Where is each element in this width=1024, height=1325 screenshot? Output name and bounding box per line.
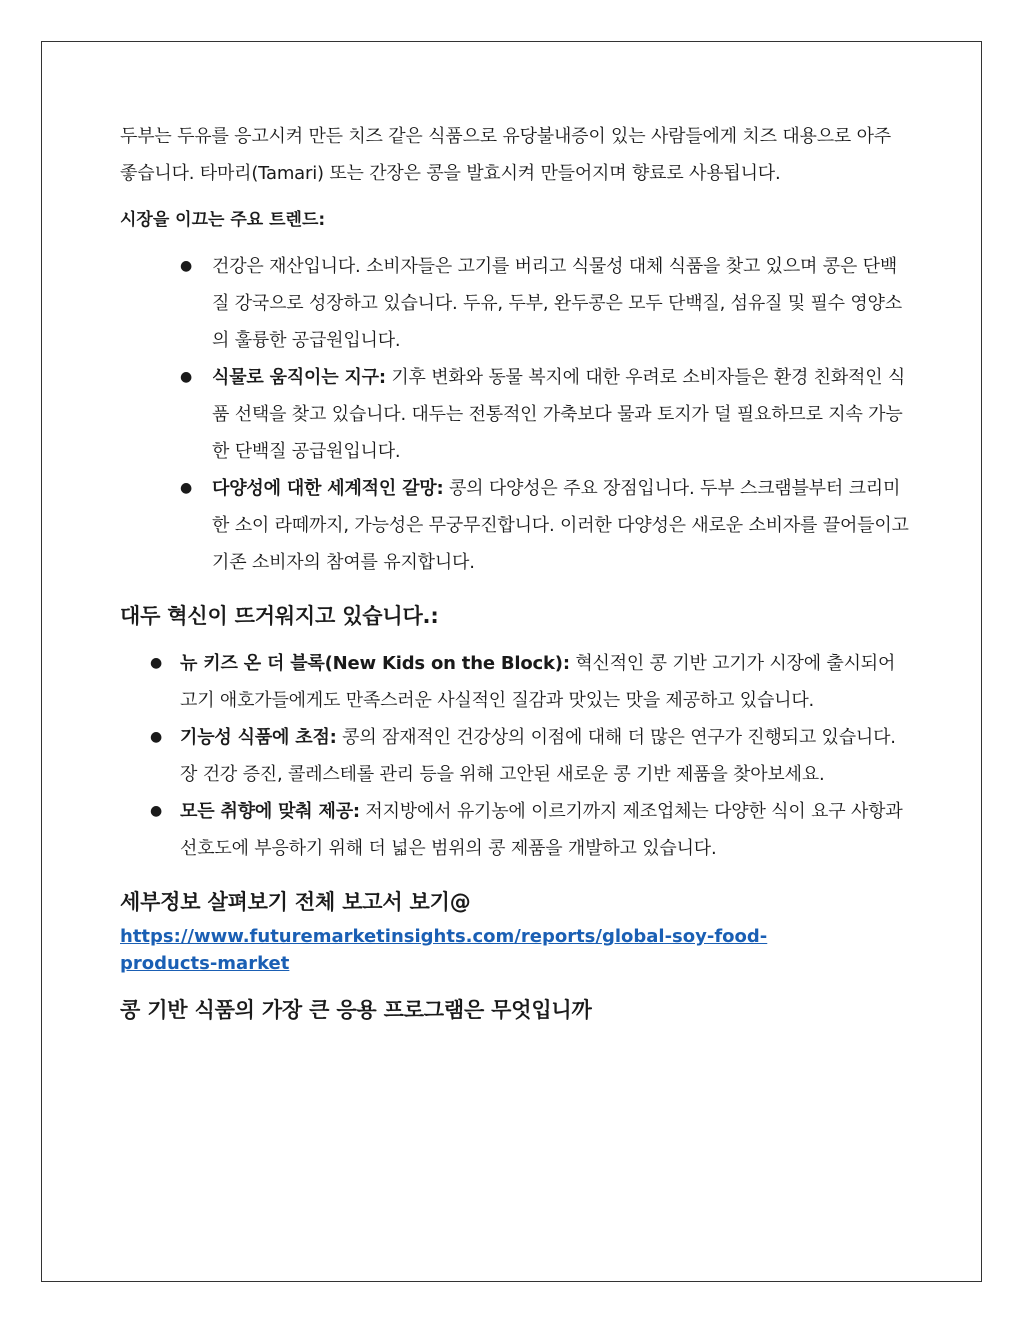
list-item-text: 혁신적인 콩 기반 고기가 시장에 출시되어 고기 애호가들에게도 만족스러운 사실적인 질감과 맛있는 맛을 제공하고 있습니다. [180, 653, 896, 711]
list-item-text: 저지방에서 유기농에 이르기까지 제조업체는 다양한 식이 요구 사항과 선호도에 부응하기 위해 더 넓은 범위의 콩 제품을 개발하고 있습니다. [180, 801, 903, 859]
list-item [120, 470, 910, 581]
list-item-text: 건강은 재산입니다. 소비자들은 고기를 버리고 식물성 대체 식품을 찾고 있으며 콩은 단백질 강국으로 성장하고 있습니다. 두유, 두부, 완두콩은 모두 단백질, 섬유질 및 필수 영양소의 훌륭한 공급원입니다. [212, 256, 902, 351]
bullet-icon: ● [180, 258, 193, 274]
innovation-list [120, 645, 910, 867]
list-item-label: 식물로 움직이는 지구: [212, 367, 386, 388]
bullet-icon: ● [150, 729, 163, 745]
trends-list [120, 248, 910, 581]
list-item [120, 719, 910, 793]
bullet-icon: ● [150, 655, 163, 671]
intro-paragraph: 두부는 두유를 응고시켜 만든 치즈 같은 식품으로 유당불내증이 있는 사람들에게 치즈 대용으로 아주 좋습니다. 타마리(Tamari) 또는 간장은 콩을 발효시켜 만들어지며 향료로 사용됩니다. [120, 126, 891, 184]
innovation-heading: 대두 혁신이 뜨거워지고 있습니다.: [120, 604, 439, 628]
list-item [120, 359, 910, 470]
bullet-icon: ● [180, 369, 193, 385]
list-item [120, 248, 910, 359]
list-item-text: 기후 변화와 동물 복지에 대한 우려로 소비자들은 환경 친화적인 식품 선택을 찾고 있습니다. 대두는 전통적인 가축보다 물과 토지가 덜 필요하므로 지속 가능한 단백질 공급원입니다. [212, 367, 906, 462]
bullet-icon: ● [150, 803, 163, 819]
question-heading: 콩 기반 식품의 가장 큰 응용 프로그램은 무엇입니까 [120, 998, 592, 1022]
trends-heading: 시장을 이끄는 주요 트렌드: [120, 210, 326, 230]
list-item-label: 뉴 키즈 온 더 블록(New Kids on the Block): [180, 653, 570, 674]
bullet-icon: ● [180, 480, 193, 496]
list-item-label: 다양성에 대한 세계적인 갈망: [212, 478, 444, 499]
report-link[interactable]: https://www.futuremarketinsights.com/reports/global-soy-food-products-market [120, 926, 768, 974]
detail-heading: 세부정보 살펴보기 전체 보고서 보기@ [120, 890, 471, 914]
list-item-text: 콩의 잠재적인 건강상의 이점에 대해 더 많은 연구가 진행되고 있습니다. 장 건강 증진, 콜레스테롤 관리 등을 위해 고안된 새로운 콩 기반 제품을 찾아보세요. [180, 727, 896, 785]
list-item-label: 모든 취향에 맞춰 제공: [180, 801, 360, 822]
document-body [120, 118, 910, 1027]
list-item-label: 기능성 식품에 초점: [180, 727, 337, 748]
list-item [120, 793, 910, 867]
list-item-text: 콩의 다양성은 주요 장점입니다. 두부 스크램블부터 크리미한 소이 라떼까지, 가능성은 무궁무진합니다. 이러한 다양성은 새로운 소비자를 끌어들이고 기존 소비자의 참여를 유지합니다. [212, 478, 909, 573]
list-item [120, 645, 910, 719]
